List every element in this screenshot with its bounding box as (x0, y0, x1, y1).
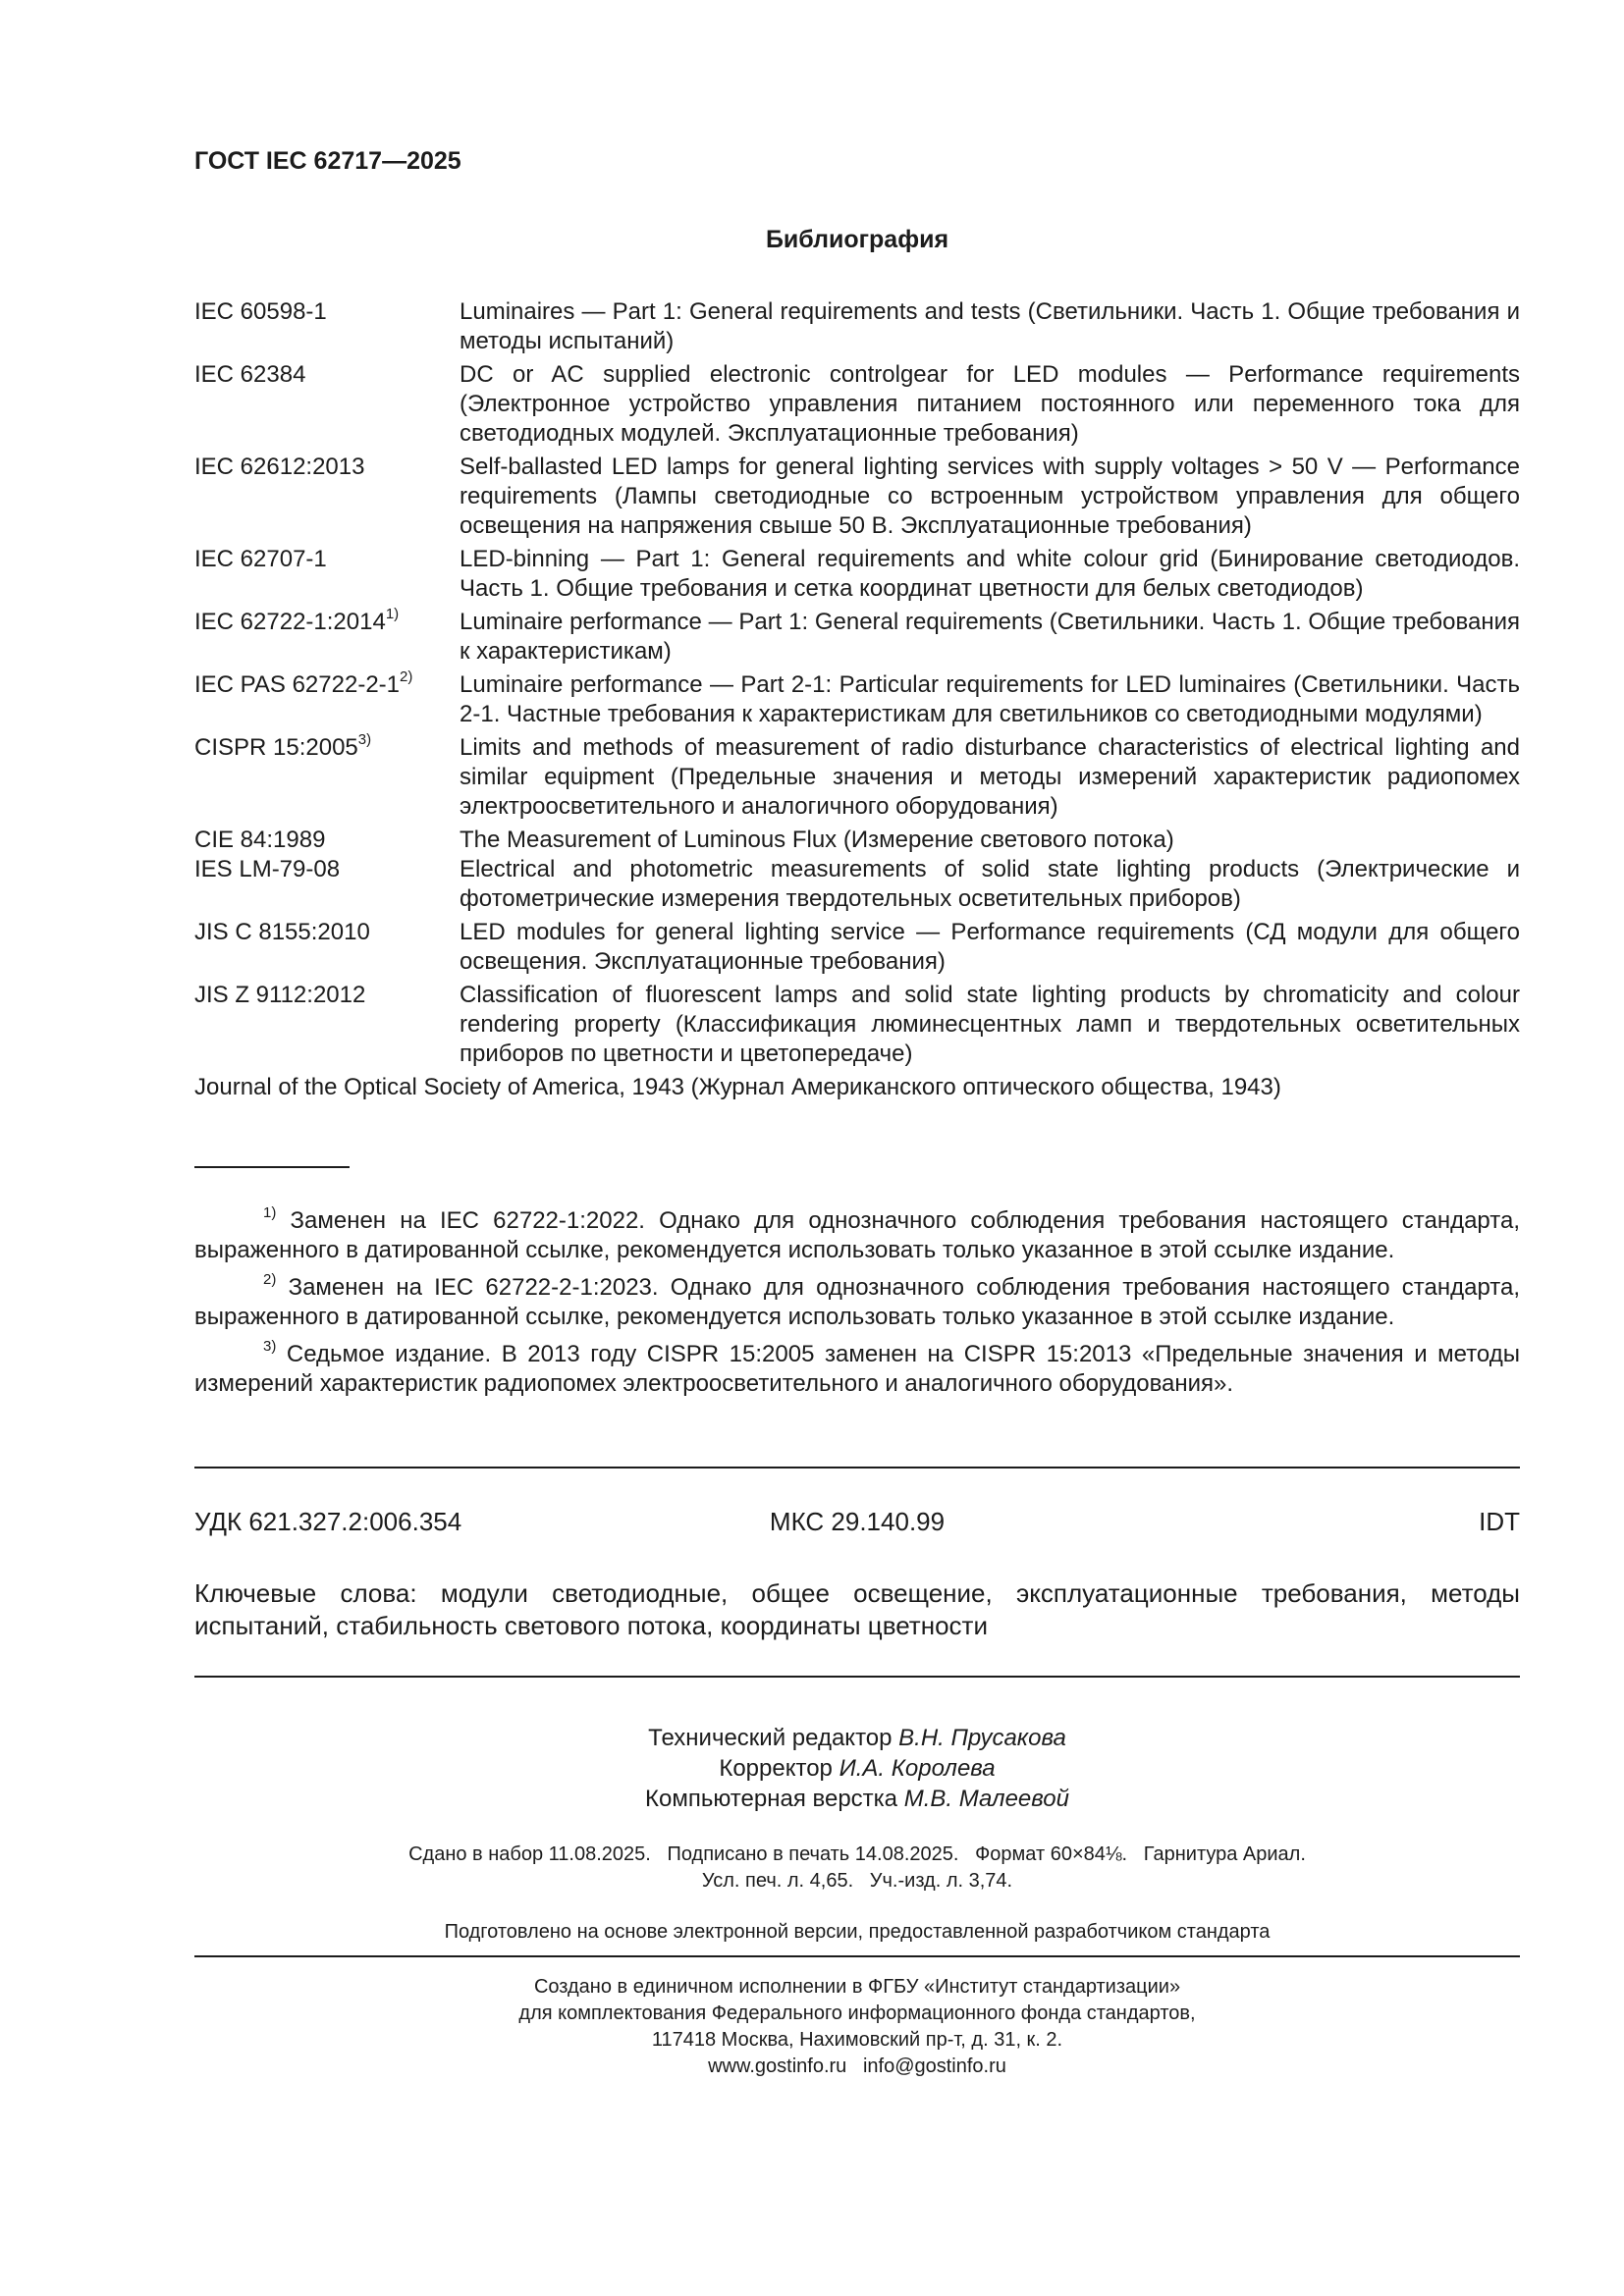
bibliography-entry (194, 360, 1520, 449)
imprint-line: для комплектования Федерального информационного фонда стандартов, (518, 2002, 1196, 2024)
footnote-marker: 3) (357, 731, 372, 748)
entry-reference: CIE 84:1989 (194, 827, 326, 853)
entry-reference: IEC 62722-1:2014$^{1)}$ (194, 606, 400, 635)
entry-reference: IEC 62707-1 (194, 546, 327, 572)
publication-line: Сдано в набор 11.08.2025. Подписано в печать 14.08.2025. Формат 60×84⅛. Гарнитура Ариал. (408, 1843, 1306, 1865)
divider-bottom (194, 1955, 1520, 1957)
equivalence-degree: IDT (1479, 1507, 1520, 1536)
entry-description: Luminaires — Part 1: General requirements and tests (Светильники. Часть 1. Общие требования и методы испытаний) (460, 298, 1520, 354)
entry-description: Luminaire performance — Part 1: General requirements (Светильники. Часть 1. Общие требования к характеристикам) (460, 609, 1520, 665)
footnotes (194, 1206, 1520, 1407)
document-header-id: ГОСТ IEC 62717—2025 (194, 147, 461, 175)
bibliography-entry (194, 545, 1520, 604)
prepared-note: Подготовлено на основе электронной версии, предоставленной разработчиком стандарта (444, 1921, 1271, 1943)
footnote-number: 2) (263, 1271, 277, 1288)
imprint-contacts: www.gostinfo.ru info@gostinfo.ru (708, 2056, 1006, 2077)
entry-description: DC or AC supplied electronic controlgear for LED modules — Performance requirements (Электронное устройство управления питанием постоянного или переменного тока для светодиодных модулей. Эксплуатационные требования) (460, 361, 1520, 447)
divider-top (194, 1467, 1520, 1468)
entry-description: Limits and methods of measurement of radio disturbance characteristics of electrical lighting and similar equipment (Предельные значения и методы измерений характеристик радиопомех электроосветительного и аналогичного оборудования) (460, 734, 1520, 820)
entry-reference: CISPR 15:2005$^{3)}$ (194, 731, 372, 761)
bibliography-entry (194, 918, 1520, 977)
mks-code: МКС 29.140.99 (769, 1507, 946, 1536)
entry-reference: IEC 62384 (194, 361, 306, 388)
entry-reference: IES LM-79-08 (194, 856, 341, 882)
entry-journal: Journal of the Optical Society of America, 1943 (Журнал Американского оптического общества, 1943) (194, 1074, 1281, 1100)
bibliography-list (194, 297, 1520, 1106)
footnote-marker: 2) (400, 668, 413, 685)
bibliography-entry (194, 670, 1520, 729)
entry-reference: IEC 60598-1 (194, 298, 327, 325)
imprint-line: Создано в единичном исполнении в ФГБУ «Институт стандартизации» (533, 1976, 1181, 1998)
footnote: $^{3)}$ Седьмое издание. В 2013 году CISPR 15:2005 заменен на CISPR 15:2013 «Предельные значения и методы измерений характеристик радиопомех электроосветительного и аналогичного оборудования». (194, 1338, 1520, 1397)
entry-reference: JIS Z 9112:2012 (194, 982, 366, 1008)
entry-reference: IEC 62612:2013 (194, 454, 365, 480)
entry-description: Luminaire performance — Part 2-1: Particular requirements for LED luminaires (Светильники. Часть 2-1. Частные требования к характеристикам для светильников со светодиодными модулями) (460, 671, 1520, 727)
keywords: Ключевые слова: модули светодиодные, общее освещение, эксплуатационные требования, методы испытаний, стабильность светового потока, координаты цветности (194, 1578, 1520, 1640)
staff-line: Технический редактор В.Н. Прусакова (648, 1725, 1066, 1751)
classification-row (194, 1507, 1520, 1540)
bibliography-entry (194, 826, 1520, 855)
publication-line: Усл. печ. л. 4,65. Уч.-изд. л. 3,74. (701, 1870, 1013, 1892)
bibliography-entry (194, 981, 1520, 1069)
footnote-number: 3) (263, 1338, 277, 1355)
bibliography-entry (194, 297, 1520, 356)
publication-details (194, 1842, 1520, 1895)
bibliography-entry (194, 733, 1520, 822)
imprint (194, 1974, 1520, 2080)
entry-description: Self-ballasted LED lamps for general lighting services with supply voltages > 50 V — Performance requirements (Лампы светодиодные со встроенным устройством управления для общего освещения на напряжения свыше 50 В. Эксплуатационные требования) (460, 454, 1520, 539)
entry-description: LED modules for general lighting service — Performance requirements (СД модули для общего освещения. Эксплуатационные требования) (460, 919, 1520, 975)
bibliography-title: Библиография (765, 226, 949, 253)
footnote-number: 1) (263, 1204, 277, 1221)
entry-description: LED-binning — Part 1: General requirements and white colour grid (Бинирование светодиодов. Часть 1. Общие требования и сетка координат цветности для белых светодиодов) (460, 546, 1520, 602)
bibliography-entry (194, 453, 1520, 541)
entry-description: Classification of fluorescent lamps and solid state lighting products by chromaticity and colour rendering property (Классификация люминесцентных ламп и твердотельных осветительных приборов по цветности и цветопередаче) (460, 982, 1520, 1067)
footnote: $^{2)}$ Заменен на IEC 62722-2-1:2023. Однако для однозначного соблюдения требования настоящего стандарта, выраженного в датированной ссылке, рекомендуется использовать только указанное в этой ссылке издание. (194, 1271, 1521, 1330)
udk-code: УДК 621.327.2:006.354 (194, 1507, 462, 1536)
entry-description: Electrical and photometric measurements of solid state lighting products (Электрические и фотометрические измерения твердотельных осветительных приборов) (460, 856, 1520, 912)
footnote: $^{1)}$ Заменен на IEC 62722-1:2022. Однако для однозначного соблюдения требования настоящего стандарта, выраженного в датированной ссылке, рекомендуется использовать только указанное в этой ссылке издание. (194, 1204, 1520, 1263)
entry-reference: JIS C 8155:2010 (194, 919, 370, 945)
bibliography-entry (194, 1073, 1520, 1102)
entry-description: The Measurement of Luminous Flux (Измерение светового потока) (460, 827, 1174, 853)
footnote-marker: 1) (385, 606, 400, 622)
editorial-staff (194, 1723, 1520, 1814)
entry-reference: IEC PAS 62722-2-1$^{2)}$ (194, 668, 413, 698)
staff-line: Компьютерная верстка М.В. Малеевой (645, 1786, 1069, 1812)
bibliography-entry (194, 855, 1520, 914)
imprint-line: 117418 Москва, Нахимовский пр-т, д. 31, к. 2. (651, 2029, 1063, 2051)
divider-middle (194, 1676, 1520, 1678)
staff-line: Корректор И.А. Королева (719, 1755, 996, 1782)
bibliography-entry (194, 608, 1520, 667)
footnote-separator (194, 1166, 350, 1168)
